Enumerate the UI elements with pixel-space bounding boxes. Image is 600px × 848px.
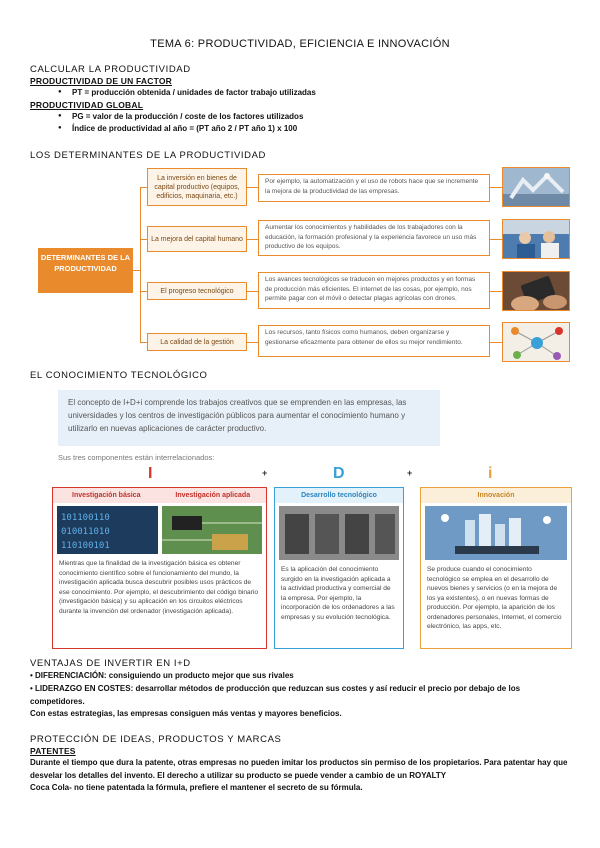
advantage-conclusion: Con estas estrategias, las empresas consiguen más ventas y mayores beneficios.	[30, 709, 342, 718]
card-research	[52, 487, 267, 649]
determinant-management: La calidad de la gestión	[147, 333, 247, 351]
determinant-tech-progress: El progreso tecnológico	[147, 282, 247, 300]
card-innovation-text: Se produce cuando el conocimiento tecnológico se emplea en el desarrollo de nuevos bienes y servicios (o en la mejora de los ya existentes), o en nuevas formas de producción. Por ejemplo, la aparición de los ordenadores personales, Internet, el comercio electrónico, las apps, etc.	[427, 566, 562, 630]
connector	[247, 291, 258, 292]
connector	[247, 239, 258, 240]
card-research-basic-header: Investigación básica	[53, 488, 160, 503]
photo-mobile-payment	[502, 271, 570, 311]
svg-text:110100101: 110100101	[61, 541, 110, 551]
section-heading-protection: PROTECCIÓN DE IDEAS, PRODUCTOS Y MARCAS	[30, 734, 282, 745]
connector	[490, 342, 502, 343]
subheading-patents: PATENTES	[30, 746, 76, 756]
card-innovation-header: Innovación	[421, 488, 571, 503]
section-heading-advantages: VENTAJAS DE INVERTIR EN I+D	[30, 658, 191, 669]
connector	[247, 187, 258, 188]
page-title: TEMA 6: PRODUCTIVIDAD, EFICIENCIA E INNOVACIÓN	[150, 38, 450, 50]
photo-circuit-board	[162, 506, 263, 554]
section-heading-productivity: CALCULAR LA PRODUCTIVIDAD	[30, 64, 191, 75]
photo-early-computers	[279, 506, 399, 560]
plus-sign: +	[262, 468, 268, 478]
determinant-human-capital: La mejora del capital humano	[147, 226, 247, 252]
connector	[140, 291, 147, 292]
patents-text: Durante el tiempo que dura la patente, otras empresas no pueden imitar los productos sin permiso de los propietarios. Para patentar hay que desvelar los detalles del invento. El derecho a utilizar su producto se puede vender a cambio de un ROYALTY	[30, 758, 568, 780]
card-innovation	[420, 487, 572, 649]
card-development-header: Desarrollo tecnológico	[275, 488, 403, 503]
determinant-capital: La inversión en bienes de capital productivo (equipos, edificios, maquinaria, etc.)	[147, 168, 247, 206]
bullet-index: ● Índice de productividad al año = (PT año 2 / PT año 1) x 100	[72, 124, 297, 133]
letter-i: I	[148, 465, 153, 482]
letter-d: D	[333, 465, 345, 482]
svg-text:010011010: 010011010	[61, 527, 110, 537]
plus-sign: +	[407, 468, 413, 478]
bullet-pg: ● PG = valor de la producción / coste de los factores utilizados	[72, 112, 303, 121]
bullet-pt: ● PT = producción obtenida / unidades de factor trabajo utilizadas	[72, 88, 316, 97]
connector	[490, 187, 502, 188]
photo-binary-code	[57, 506, 158, 554]
connector	[247, 342, 258, 343]
photo-workers	[502, 219, 570, 259]
letter-small-i: i	[488, 465, 493, 482]
determinant-tech-progress-desc: Los avances tecnológicos se traducen en mejores productos y en formas de producción más eficientes. El internet de las cosas, por ejemplo, nos permite pagar con el móvil o detectar plagas agrícolas con drones.	[258, 272, 490, 309]
connector	[140, 187, 141, 342]
determinant-management-desc: Los recursos, tanto físicos como humanos, deben organizarse y gestionarse eficazmente para obtener de ellos su mejor rendimiento.	[258, 325, 490, 357]
svg-text:101100110: 101100110	[61, 513, 110, 523]
photo-smart-city	[425, 506, 567, 560]
determinants-main-box: DETERMINANTES DE LA PRODUCTIVIDAD	[38, 248, 133, 293]
connector	[140, 187, 147, 188]
determinant-human-capital-desc: Aumentar los conocimientos y habilidades de los trabajadores con la educación, la formación profesional y la experiencia favorece un uso más productivo de los equipos.	[258, 220, 490, 256]
photo-management-network	[502, 322, 570, 362]
advantage-differentiation: • DIFERENCIACIÓN: consiguiendo un producto mejor que sus rivales	[30, 671, 294, 680]
subheading-factor: PRODUCTIVIDAD DE UN FACTOR	[30, 76, 172, 86]
coca-cola-text: Coca Cola- no tiene patentada la fórmula, prefiere el mantener el secreto de su fórmula.	[30, 783, 363, 792]
connector	[490, 291, 502, 292]
photo-robots	[502, 167, 570, 207]
card-development	[274, 487, 404, 649]
connector	[140, 239, 147, 240]
connector	[140, 342, 147, 343]
components-intro: Sus tres componentes están interrelacionados:	[58, 453, 215, 462]
connector	[490, 239, 502, 240]
rdi-concept-box: El concepto de I+D+i comprende los trabajos creativos que se emprenden en las empresas, las universidades y los centros de investigación públicos para aumentar el conocimiento humano y utilizarlo en nuevas aplicaciones de carácter productivo.	[58, 390, 440, 446]
section-heading-tech-knowledge: EL CONOCIMIENTO TECNOLÓGICO	[30, 370, 208, 381]
determinant-capital-desc: Por ejemplo, la automatización y el uso de robots hace que se incremente la mejora de la productividad de las empresas.	[258, 174, 490, 202]
advantage-cost-leadership: • LIDERAZGO EN COSTES: desarrollar métodos de producción que reduzcan sus costes y así reducir el precio por debajo de los competidores.	[30, 684, 521, 706]
card-research-applied-header: Investigación aplicada	[160, 488, 267, 503]
section-heading-determinants: LOS DETERMINANTES DE LA PRODUCTIVIDAD	[30, 150, 266, 161]
subheading-global: PRODUCTIVIDAD GLOBAL	[30, 100, 144, 110]
card-research-text: Mientras que la finalidad de la investigación básica es obtener conocimiento científico sobre el funcionamiento del mundo, la investigación aplicada busca descubrir posibles usos prácticos de ese conocimiento. Por ejemplo, el descubrimiento del código binario (investigación básica) y su aplicación en los circuitos eléctricos durante la invención del ordenador (investigación aplicada).	[59, 560, 259, 615]
card-development-text: Es la aplicación del conocimiento surgido en la investigación aplicada a la actividad productiva y comercial de la empresa. Por ejemplo, la incorporación de los ordenadores a las empresas y su evolución tecnológica.	[281, 566, 395, 621]
